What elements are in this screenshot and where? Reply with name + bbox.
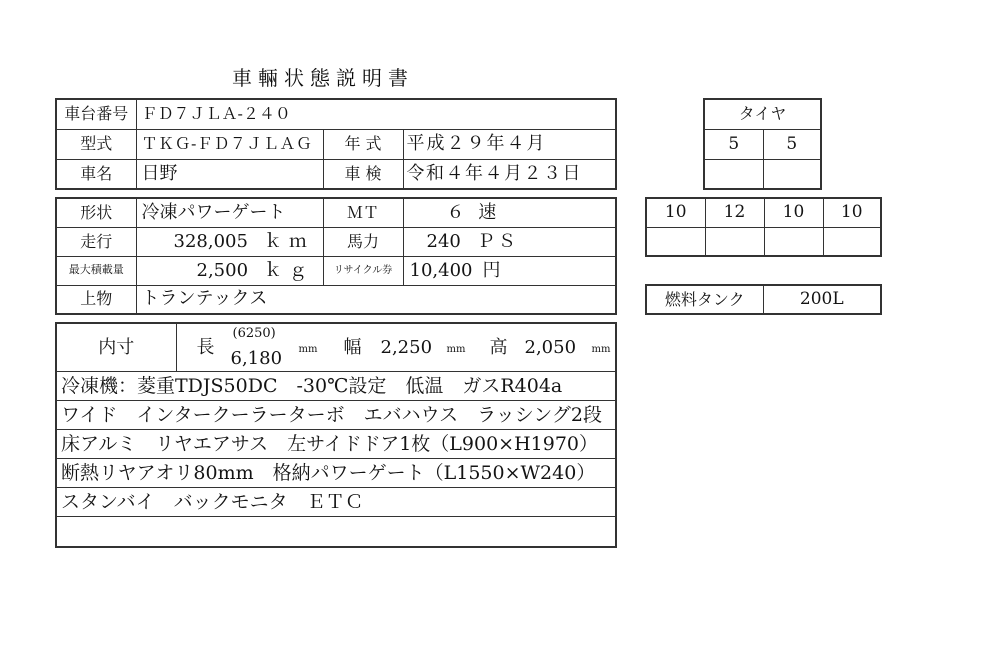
width-unit: mm	[446, 344, 466, 355]
tire-cell-empty	[705, 227, 764, 256]
mileage-unit: ｋｍ	[263, 230, 314, 252]
vehicle-name-value: 日野	[136, 159, 323, 189]
specs-table	[55, 197, 617, 315]
note-line-empty	[56, 517, 616, 547]
power-unit: ＰＳ	[476, 230, 519, 252]
tire-table-rear	[645, 197, 882, 257]
recycle-fee-value: 10,400	[409, 259, 473, 281]
note-line: スタンバイ バックモニタ ＥＴＣ	[56, 488, 616, 517]
mileage-label: 走行	[56, 227, 136, 256]
max-load-unit: ｋｇ	[264, 259, 315, 281]
interior-label: 内寸	[56, 323, 176, 372]
power-cell	[403, 227, 616, 256]
model-value: ＴＫＧ-ＦＤ７ＪＬＡＧ	[136, 129, 323, 159]
fuel-tank-table	[645, 284, 882, 315]
tire-cell-empty	[764, 227, 823, 256]
note-line: ワイド インタークーラーターボ エバハウス ラッシング2段	[56, 401, 616, 430]
shape-label: 形状	[56, 198, 136, 227]
height-value: 2,050	[524, 337, 577, 358]
interior-notes-table	[55, 322, 617, 548]
document-title: 車輛状態説明書	[232, 66, 414, 90]
transmission-value: ６ 速	[403, 198, 616, 227]
tire-cell-empty	[646, 227, 705, 256]
year-label: 年 式	[323, 129, 403, 159]
power-label: 馬力	[323, 227, 403, 256]
model-label: 型式	[56, 129, 136, 159]
note-line: 断熱リヤアオリ80mm 格納パワーゲート（L1550×W240）	[56, 459, 616, 488]
transmission-label: ＭＴ	[323, 198, 403, 227]
inspection-value: 令和４年４月２３日	[403, 159, 616, 189]
vehicle-name-label: 車名	[56, 159, 136, 189]
tire-cell: 5	[704, 129, 763, 159]
tire-cell: 10	[823, 198, 881, 227]
tire-cell: 12	[705, 198, 764, 227]
tire-cell: 10	[764, 198, 823, 227]
length-value: 6,180	[230, 348, 283, 369]
mileage-value: 328,005	[173, 230, 248, 252]
length-note: (6250)	[232, 326, 276, 341]
power-value: 240	[426, 230, 461, 252]
length-unit: mm	[298, 344, 318, 355]
chassis-number-value: ＦＤ７ＪＬＡ-２４０	[136, 99, 616, 129]
width-label: 幅	[343, 337, 362, 358]
shape-value: 冷凍パワーゲート	[136, 198, 323, 227]
fuel-tank-value: 200L	[763, 285, 881, 314]
chassis-number-label: 車台番号	[56, 99, 136, 129]
interior-dimensions-cell	[176, 323, 616, 372]
note-line: 床アルミ リヤエアサス 左サイドドア1枚（L900×H1970）	[56, 430, 616, 459]
tire-label: タイヤ	[704, 99, 821, 129]
width-value: 2,250	[380, 337, 433, 358]
vehicle-info-table	[55, 98, 617, 190]
max-load-value: 2,500	[196, 259, 249, 281]
note-line: 冷凍機：菱重TDJS50DC -30℃設定 低温 ガスR404a	[56, 372, 616, 401]
max-load-label: 最大積載量	[56, 256, 136, 285]
tire-cell: 10	[646, 198, 705, 227]
inspection-label: 車 検	[323, 159, 403, 189]
fuel-tank-label: 燃料タンク	[646, 285, 763, 314]
max-load-cell	[136, 256, 323, 285]
recycle-fee-label: リサイクル券	[323, 256, 403, 285]
recycle-fee-cell	[403, 256, 616, 285]
year-value: 平成２９年４月	[403, 129, 616, 159]
height-unit: mm	[591, 344, 611, 355]
length-label: 長	[196, 337, 215, 358]
tire-cell-empty	[763, 159, 821, 189]
interior-dimensions	[177, 324, 616, 371]
tire-table	[703, 98, 822, 190]
mileage-cell	[136, 227, 323, 256]
tire-cell-empty	[823, 227, 881, 256]
body-label: 上物	[56, 285, 136, 314]
body-value: トランテックス	[136, 285, 616, 314]
recycle-fee-unit: 円	[482, 259, 501, 281]
tire-cell-empty	[704, 159, 763, 189]
height-label: 高	[489, 337, 508, 358]
tire-cell: 5	[763, 129, 821, 159]
